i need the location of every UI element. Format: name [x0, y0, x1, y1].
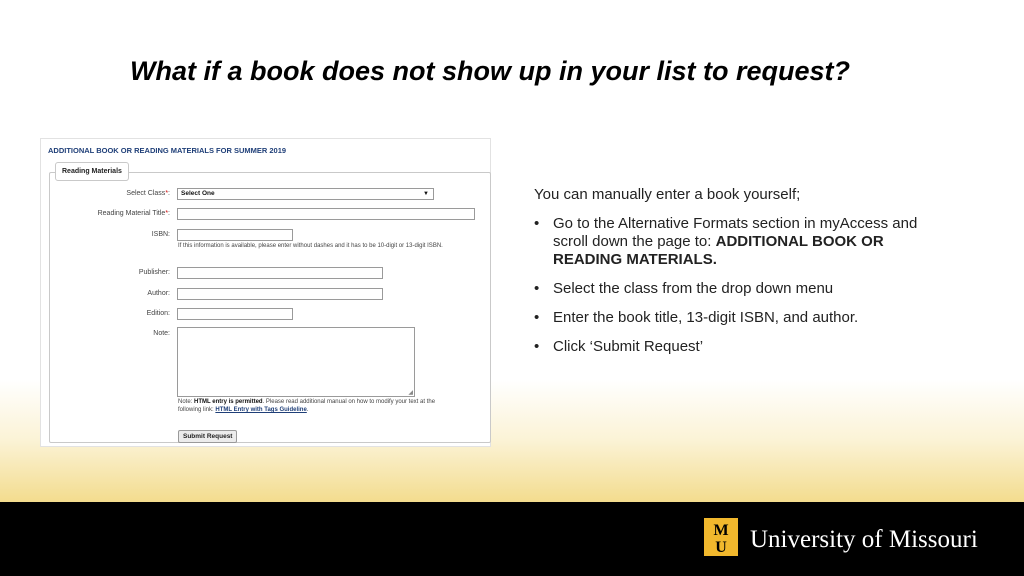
- university-name: University of Missouri: [750, 526, 978, 553]
- slide-title: What if a book does not show up in your list to request?: [130, 56, 851, 86]
- footer-bar: [0, 502, 1024, 576]
- edition-label: Edition:: [146, 310, 170, 317]
- list-item: • Go to the Alternative Formats section in myAccess and scroll down the page to: ADDITIONAL BOOK OR READING MATERIALS.: [534, 215, 918, 268]
- edition-input[interactable]: [177, 308, 293, 320]
- isbn-label: ISBN:: [151, 231, 170, 238]
- select-class-value: Select One: [181, 190, 215, 197]
- note-textarea[interactable]: [177, 327, 415, 397]
- submit-request-button[interactable]: Submit Request: [178, 430, 237, 443]
- mizzou-logo-icon: [704, 518, 738, 556]
- resize-grip-icon[interactable]: ◢: [408, 390, 413, 396]
- svg-text:M: M: [713, 522, 729, 539]
- title-input[interactable]: [177, 208, 475, 220]
- publisher-input[interactable]: [177, 267, 383, 279]
- select-class-dropdown[interactable]: [177, 188, 434, 200]
- html-note: Note: HTML entry is permitted. Please read additional manual on how to modify your text at the following link: HTML Entry with Tags Guideline.: [178, 399, 436, 413]
- author-label: Author:: [147, 290, 170, 297]
- instruction-list: [534, 215, 954, 367]
- html-guideline-link[interactable]: HTML Entry with Tags Guideline: [215, 407, 307, 413]
- isbn-input[interactable]: [177, 229, 293, 241]
- list-item: • Select the class from the drop down menu: [534, 280, 834, 297]
- note-label: Note:: [153, 330, 170, 337]
- author-input[interactable]: [177, 288, 383, 300]
- dropdown-arrow-icon: ▼: [423, 191, 429, 197]
- title-label: Reading Material Title*:: [97, 210, 170, 217]
- svg-text:U: U: [715, 539, 727, 556]
- select-class-label: Select Class*:: [126, 190, 170, 197]
- publisher-label: Publisher:: [138, 269, 170, 276]
- list-item: • Click ‘Submit Request’: [534, 338, 704, 355]
- isbn-hint: If this information is available, please enter without dashes and it has to be 10-digit or 13-digit ISBN.: [178, 243, 443, 249]
- reading-materials-legend: Reading Materials: [55, 162, 129, 181]
- form-screenshot: [40, 138, 491, 447]
- form-heading: ADDITIONAL BOOK OR READING MATERIALS FOR SUMMER 2019: [48, 146, 287, 155]
- list-item: • Enter the book title, 13-digit ISBN, and author.: [534, 309, 859, 326]
- intro-text: You can manually enter a book yourself;: [534, 186, 801, 203]
